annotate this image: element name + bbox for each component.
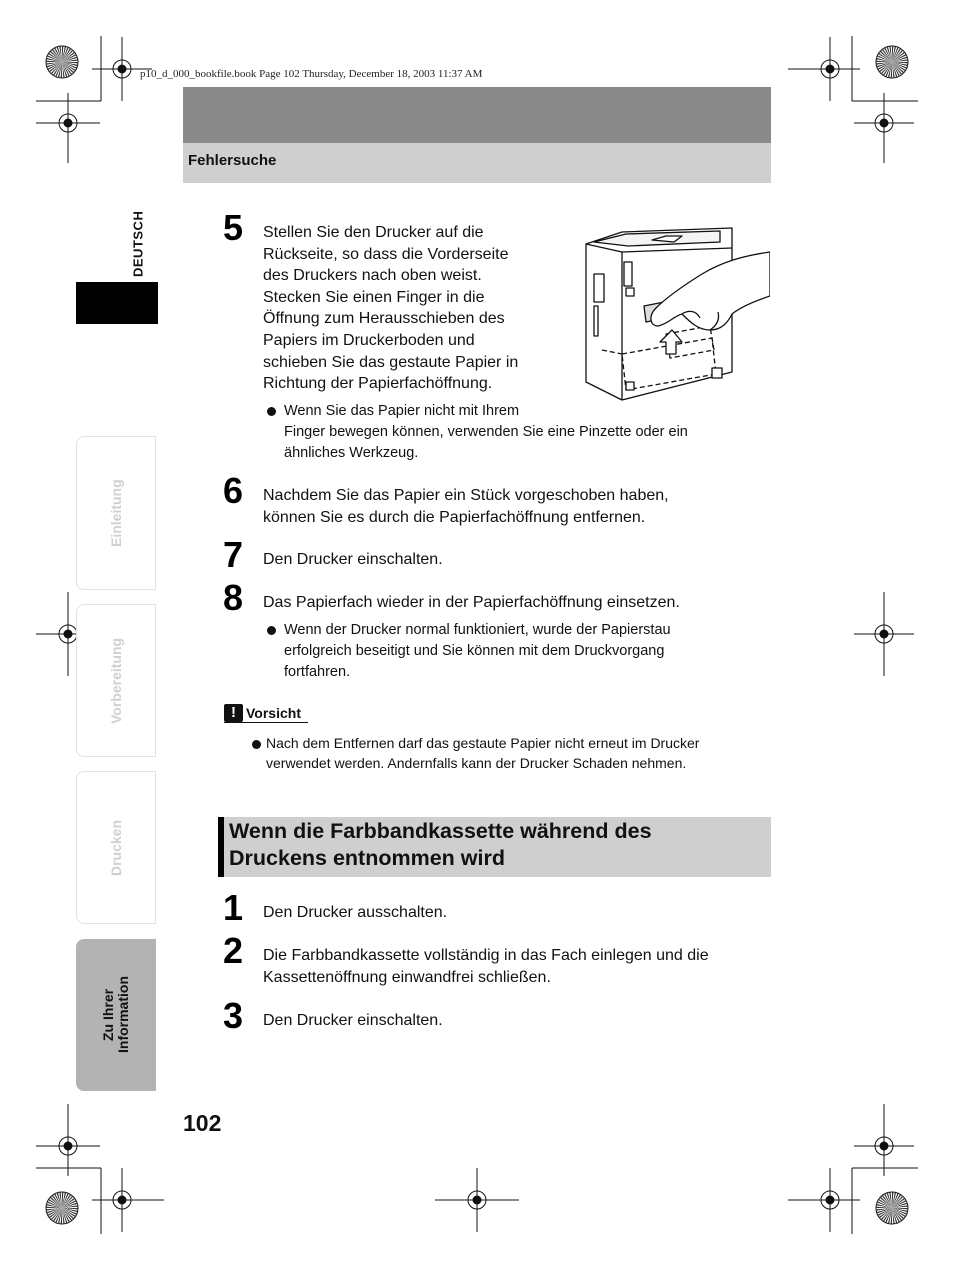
header-band <box>183 87 771 143</box>
registration-wheel-icon <box>876 46 908 78</box>
language-tab-label: DEUTSCH <box>130 210 146 277</box>
step-5-note: Wenn Sie das Papier nicht mit Ihrem Finger bewegen können, verwenden Sie eine Pinzette oder ein ähnliches Werkzeug. <box>284 403 688 461</box>
print-header: p10_d_000_bookfile.book Page 102 Thursday, December 18, 2003 11:37 AM <box>140 68 483 80</box>
bullet-icon <box>252 740 261 749</box>
registration-wheel-icon <box>46 46 78 78</box>
section-heading: Wenn die Farbbandkassette während des Druckens entnommen wird <box>229 819 652 870</box>
step-8-text: Das Papierfach wieder in der Papierfachöffnung einsetzen. <box>263 594 680 611</box>
caution-text: Nach dem Entfernen darf das gestaute Papier nicht erneut im Drucker verwendet werden. Andernfalls kann der Drucker Schaden nehmen. <box>266 735 700 771</box>
bullet-icon <box>267 407 276 416</box>
step-b2-text: Die Farbbandkassette vollständig in das Fach einlegen und die Kassettenöffnung einwandfrei schließen. <box>263 947 709 986</box>
side-tab-label: Drucken <box>108 819 124 876</box>
step-5-text: Stellen Sie den Drucker auf die Rückseite, so dass die Vorderseite des Druckers nach oben weist. Stecken Sie einen Finger in die Öffnung zum Herausschieben des Papiers im Druckerboden und schieben Sie das gestaute Papier in Richtung der Papierfachöffnung. <box>263 224 519 393</box>
section-label: Fehlersuche <box>188 152 277 169</box>
registration-wheel-icon <box>46 1192 78 1224</box>
step-b1-text: Den Drucker ausschalten. <box>263 904 448 921</box>
side-tab-vorbereitung[interactable] <box>76 604 156 757</box>
printer-illustration <box>582 222 770 404</box>
step-number: 7 <box>223 534 244 575</box>
bullet-icon <box>267 626 276 635</box>
caution-label: Vorsicht <box>246 705 301 721</box>
step-b3-text: Den Drucker einschalten. <box>263 1012 443 1029</box>
side-tab-zu-ihrer-information[interactable] <box>76 939 156 1091</box>
side-tab-einleitung[interactable] <box>76 436 156 590</box>
side-tab-drucken[interactable] <box>76 771 156 924</box>
step-7-text: Den Drucker einschalten. <box>263 551 443 568</box>
step-number: 6 <box>223 470 244 511</box>
step-number: 3 <box>223 995 244 1036</box>
side-tab-label: Zu Ihrer Information <box>100 976 131 1054</box>
step-number: 8 <box>223 577 244 618</box>
caution-underline <box>224 722 308 723</box>
exclamation-icon: ! <box>224 704 243 722</box>
step-8-note: Wenn der Drucker normal funktioniert, wurde der Papierstau erfolgreich beseitigt und Sie können mit dem Druckvorgang fortfahren. <box>284 622 671 680</box>
side-tab-label: Vorbereitung <box>108 637 124 724</box>
step-number: 5 <box>223 207 244 248</box>
page-number: 102 <box>183 1110 222 1136</box>
step-6-text: Nachdem Sie das Papier ein Stück vorgeschoben haben, können Sie es durch die Papierfachöffnung entfernen. <box>263 487 669 526</box>
step-number: 1 <box>223 887 244 928</box>
step-number: 2 <box>223 930 244 971</box>
registration-wheel-icon <box>876 1192 908 1224</box>
language-tab-marker <box>76 282 158 324</box>
side-tab-label: Einleitung <box>108 479 124 547</box>
